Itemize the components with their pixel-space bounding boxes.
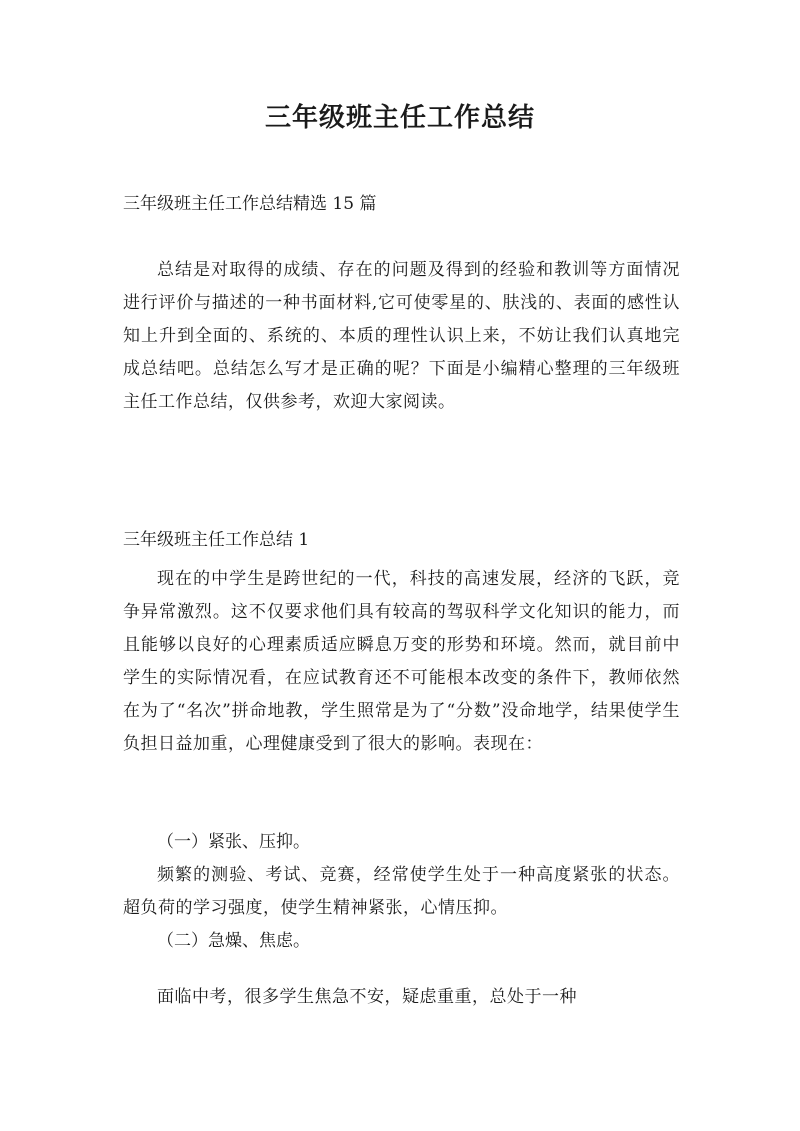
intro-paragraph: 总结是对取得的成绩、存在的问题及得到的经验和教训等方面情况进行评价与描述的一种书面材料,它可使零星的、肤浅的、表面的感性认知上升到全面的、系统的、本质的理性认识上来，不妨让我们认真地完成总结吧。总结怎么写才是正确的呢？下面是小编精心整理的三年级班主任工作总结，仅供参考，欢迎大家阅读。 (123, 260, 680, 412)
document-title: 三年级班主任工作总结 (264, 103, 535, 133)
body-paragraph-3: 面临中考，很多学生焦急不安，疑虑重重，总处于一种 (157, 987, 577, 1007)
document-subtitle: 三年级班主任工作总结精选 15 篇 (123, 194, 377, 214)
body-paragraph-2: 频繁的测验、考试、竞赛，经常使学生处于一种高度紧张的状态。超负荷的学习强度，使学生精神紧张，心情压抑。 (123, 865, 680, 918)
body-paragraph-1: 现在的中学生是跨世纪的一代，科技的高速发展，经济的飞跃，竞争异常激烈。这不仅要求他们具有较高的驾驭科学文化知识的能力，而且能够以良好的心理素质适应瞬息万变的形势和环境。然而，就目前中学生的实际情况看，在应试教育还不可能根本改变的条件下，教师依然在为了“名次”拼命地教，学生照常是为了“分数”没命地学，结果使学生负担日益加重，心理健康受到了很大的影响。表现在： (123, 569, 680, 754)
section-heading: 三年级班主任工作总结 1 (123, 530, 310, 550)
list-item-1: （一）紧张、压抑。 (157, 832, 310, 852)
list-item-2: （二）急燥、焦虑。 (157, 931, 310, 951)
